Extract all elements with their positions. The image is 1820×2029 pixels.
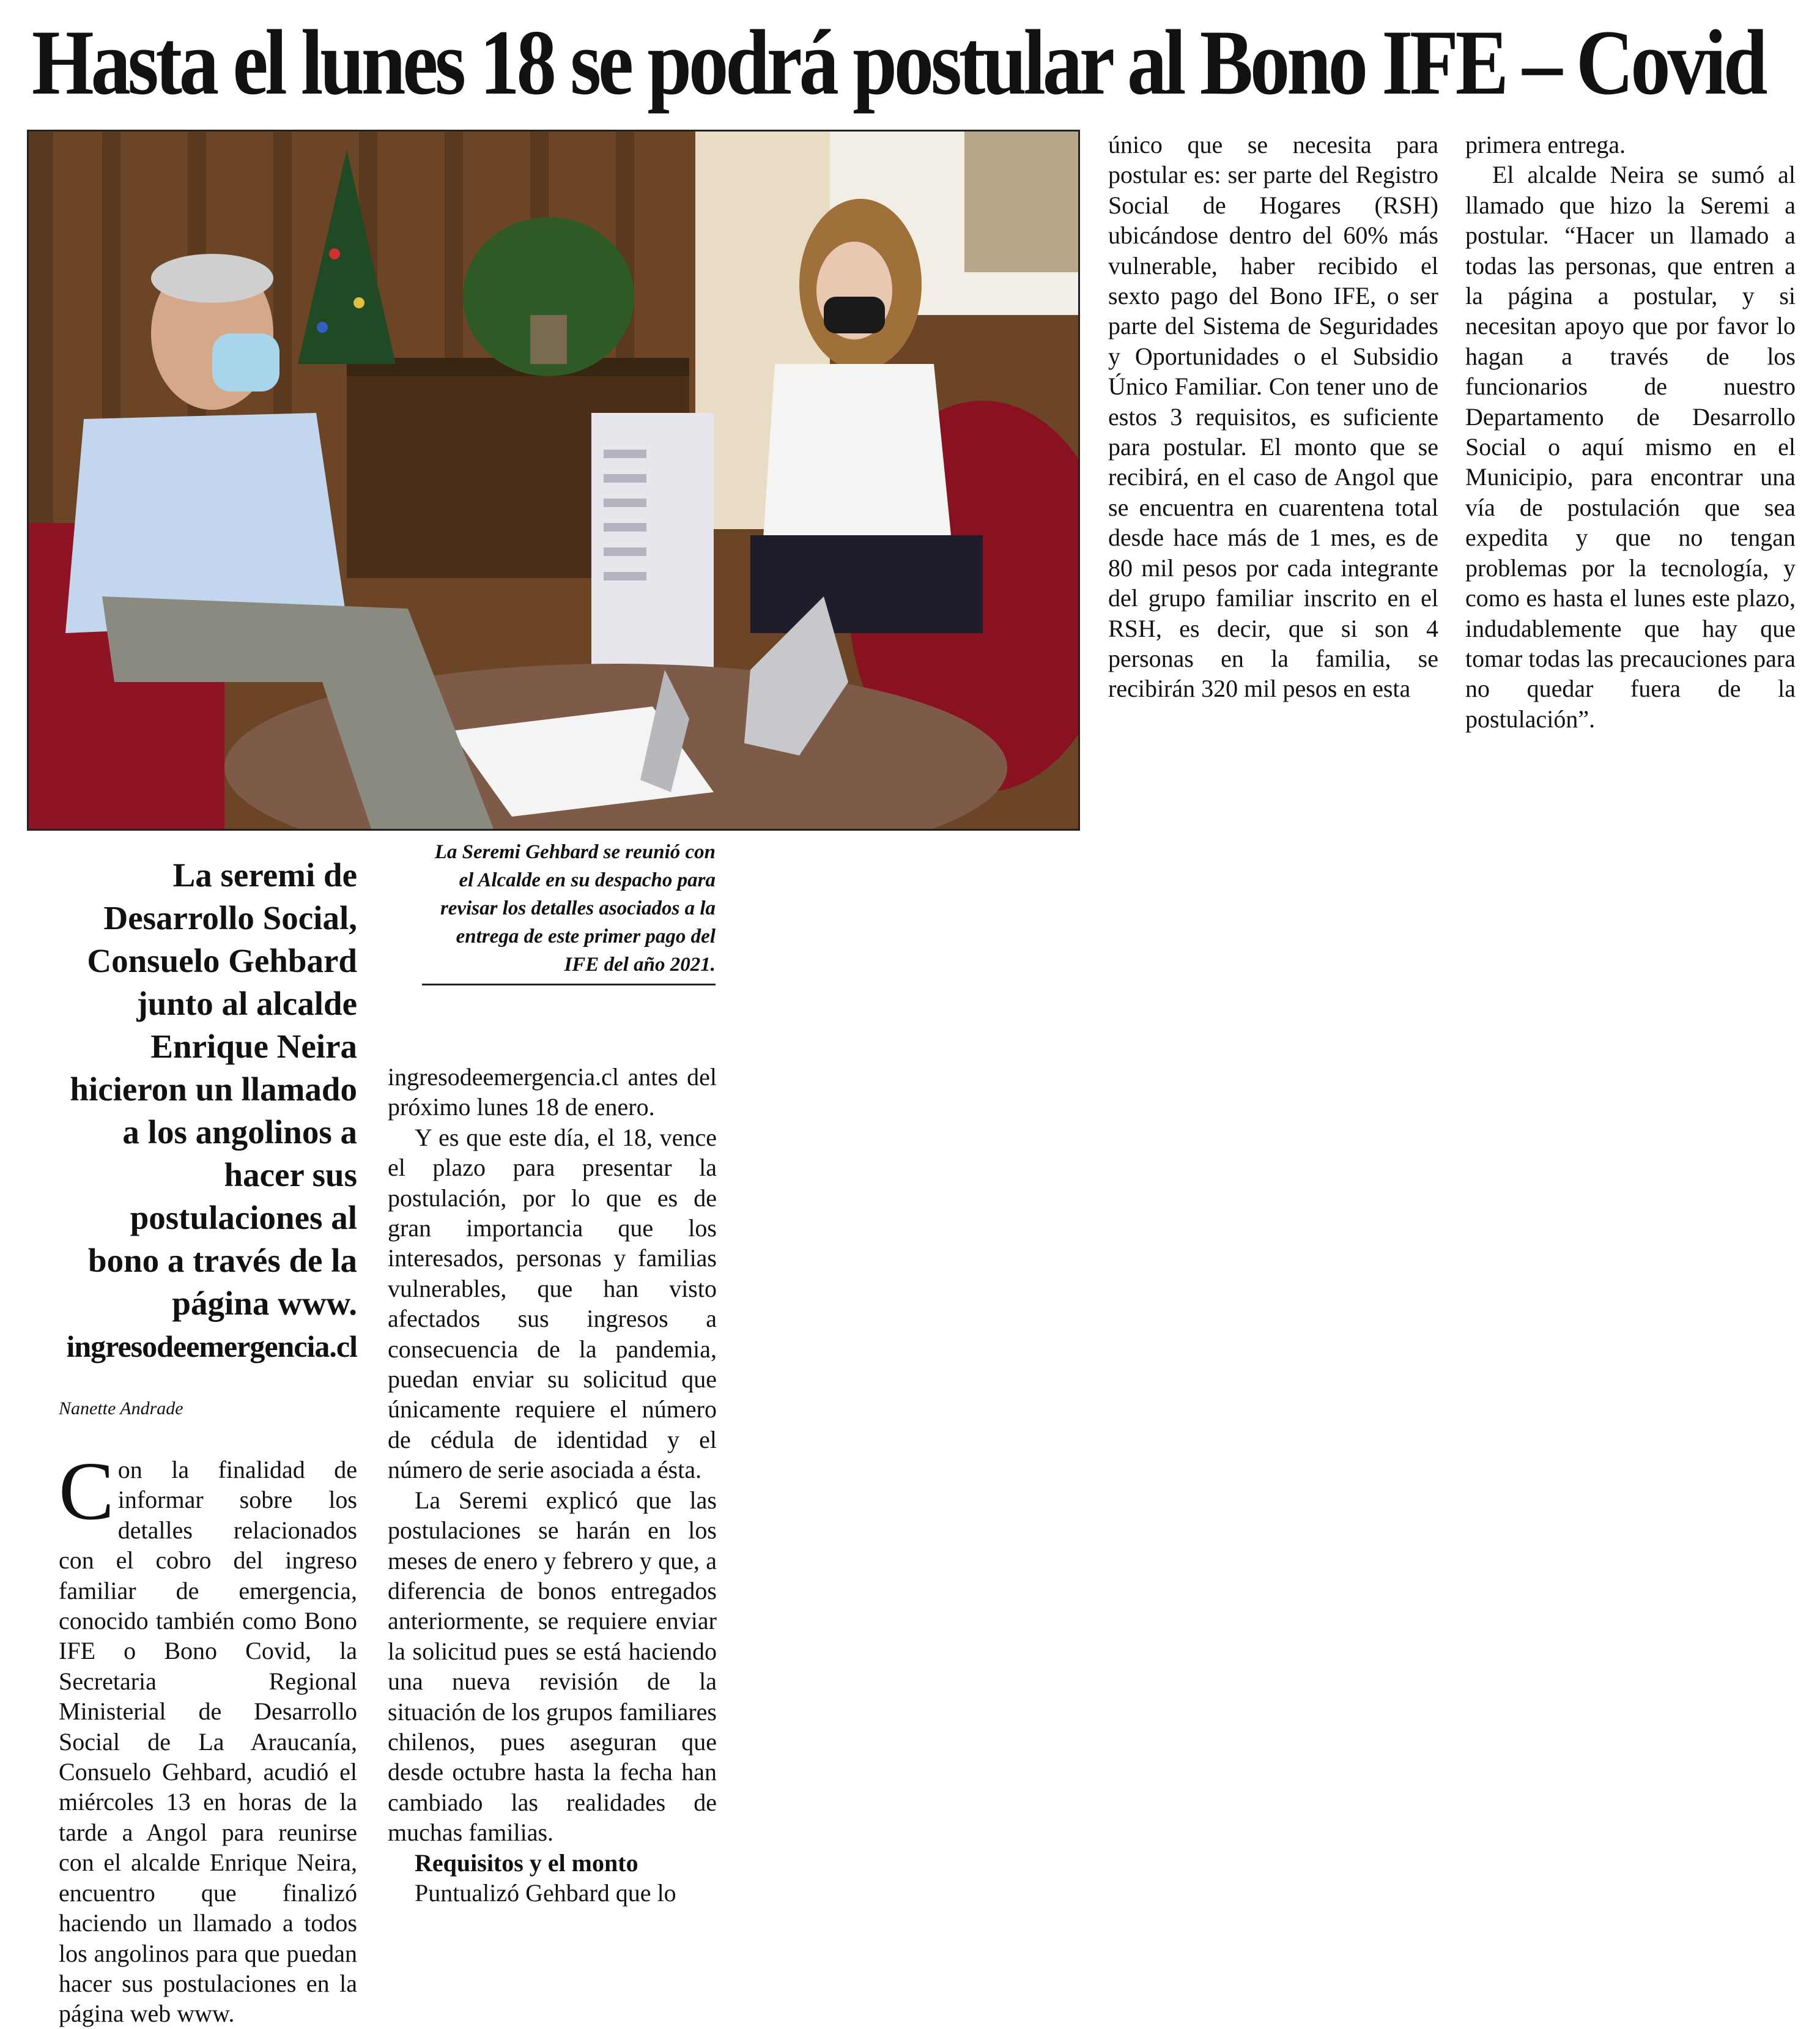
column-2-paragraph-1: ingresodeemergencia.cl antes del próximo lunes 18 de enero. [388, 1063, 717, 1121]
column-2-paragraph-2: Y es que este día, el 18, vence el plazo para presentar la postulación, por lo que es de gran importancia que los interesados, personas y familias vulnerables, que han visto afectados sus ingresos a consecuencia de la pandemia, puedan enviar su solicitud que únicamente requiere el número de cédula de identidad y el número de serie asociada a ésta. [388, 1123, 717, 1484]
column-1-paragraph [59, 1445, 357, 2029]
headline: Hasta el lunes 18 se podrá postular al Bono IFE – Covid [32, 11, 1765, 114]
column-2-paragraph-4: Puntualizó Gehbard que lo [415, 1879, 676, 1907]
column-4-paragraph-1: primera entrega. [1465, 131, 1626, 158]
column-4-paragraph-2: El alcalde Neira se sumó al llamado que hizo la Seremi a postular. “Hacer un llamado a todas las personas, que entren a la página a postular, y si necesitan apoyo que por favor lo hagan a través de los funcionarios de nuestro Departamento de Desarrollo Social o aquí mismo en el Municipio, para encontrar una vía de postulación que sea expedita y que no tengan problemas por la tecnología, y como es hasta el lunes este plazo, indudablemente que hay que tomar todas las precauciones para no quedar fuera de la postulación”. [1465, 161, 1796, 733]
column-2-paragraph-3: La Seremi explicó que las postulaciones se harán en los meses de enero y febrero y que, a diferencia de bonos entregados anteriormente, se requiere enviar la solicitud pues se está haciendo una nueva revisión de la situación de los grupos familiares chilenos, pues aseguran que desde octubre hasta la fecha han cambiado las realidades de muchas familias. [388, 1486, 717, 1847]
column-1 [59, 1445, 357, 2029]
column-3-paragraph-1: único que se necesita para postular es: ser parte del Registro Social de Hogares (RSH) ubicándose dentro del 60% más vulnerable, haber recibido el sexto pago del Bono IFE, o ser parte del Sistema de Seguridades y Oportunidades o el Subsidio Único Familiar. Con tener uno de estos 3 requisitos, es suficiente para postular. El monto que se recibirá, en el caso de Angol que se encuentra en cuarentena total desde hace más de 1 mes, es de 80 mil pesos por cada integrante del grupo familiar inscrito en el RSH, es decir, que si son 4 personas en la familia, se recibirán 320 mil pesos en esta [1108, 131, 1438, 703]
column-2 [388, 1062, 717, 1908]
news-photo [27, 130, 1080, 831]
photo-caption: La Seremi Gehbard se reunió con el Alcalde en su despacho para revisar los detalles asociados a la entrega de este primer pago del IFE del año 2021. [422, 838, 716, 985]
drop-cap: C [59, 1445, 114, 1537]
column-4 [1465, 130, 1796, 734]
subheading: Requisitos y el monto [415, 1849, 638, 1877]
photo-illustration [29, 132, 1078, 829]
deck-text: La seremi de Desarrollo Social, Consuelo Gehbard junto al alcalde Enrique Neira hicieron un llamado a los angolinos a hacer sus postulaciones al bono a través de la página www. [70, 856, 357, 1322]
column-3 [1108, 130, 1438, 704]
deck-url: ingresodeemergencia.cl [66, 1329, 357, 1363]
column-1-text: on la finalidad de informar sobre los detalles relacionados con el cobro del ingreso familiar de emergencia, conocido también como Bono IFE o Bono Covid, la Secretaria Regional Ministerial de Desarrollo Social de La Araucanía, Consuelo Gehbard, acudió el miércoles 13 en horas de la tarde a Angol para reunirse con el alcalde Enrique Neira, encuentro que finalizó haciendo un llamado a todos los angolinos para que puedan hacer sus postulaciones en la página web www. [59, 1456, 357, 2028]
byline: Nanette Andrade [59, 1398, 183, 1419]
deck [51, 854, 357, 1368]
